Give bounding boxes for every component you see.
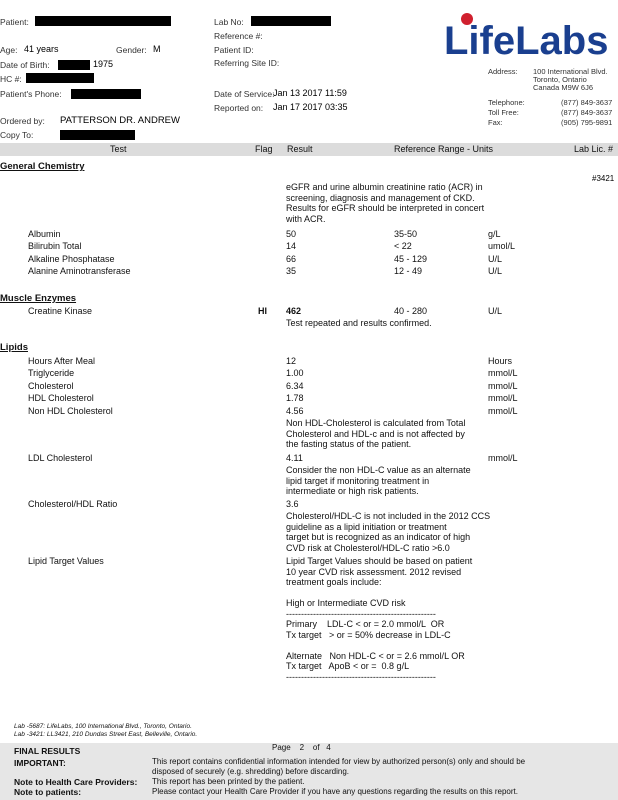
test-result: 12 [286, 356, 297, 366]
test-unit: U/L [488, 254, 503, 264]
reported-value: Jan 17 2017 03:35 [273, 102, 348, 112]
phone-label: Patient's Phone: [0, 89, 62, 99]
dob-value: 1975 [93, 59, 114, 69]
test-unit: g/L [488, 229, 501, 239]
test-unit: mmol/L [488, 368, 518, 378]
patient-label: Patient: [0, 17, 29, 27]
important-label: IMPORTANT: [14, 758, 66, 768]
nonhdl-comment: Non HDL-Cholesterol is calculated from Total Cholesterol and HDL-c and is not affected by the fasting status of the patient. [286, 418, 466, 449]
service-label: Date of Service: [214, 89, 275, 99]
flag-high: HI [258, 306, 267, 316]
section-general-chemistry: General Chemistry [0, 161, 85, 172]
ordered-label: Ordered by: [0, 116, 45, 126]
col-lab-lic: Lab Lic. # [574, 144, 614, 154]
section-muscle-enzymes: Muscle Enzymes [0, 293, 77, 304]
test-result: 6.34 [286, 381, 304, 391]
logo-text: LifeLabs [444, 19, 609, 60]
ratio-comment: Cholesterol/HDL-C is not included in the 2012 CCS guideline as a lipid initiation or treatment target but is recognized as an indicator of high CVD risk at Cholesterol/HDL-C ratio >6.0 [286, 511, 491, 553]
redacted-phone [71, 89, 141, 99]
important-text: This report contains confidential information intended for view by authorized person(s) only and should be disposed of securely (e.g. shredding) before discarding. [152, 757, 526, 776]
test-name: Non HDL Cholesterol [28, 406, 113, 416]
providers-text: This report has been printed by the patient. [152, 777, 305, 786]
test-name: Alkaline Phosphatase [28, 254, 115, 264]
test-unit: U/L [488, 266, 503, 276]
patient-id-label: Patient ID: [214, 45, 254, 55]
col-result: Result [287, 144, 313, 154]
redacted-hc [26, 73, 94, 83]
ldl-comment: Consider the non HDL-C value as an alternate lipid target if monitoring treatment in intermediate or high risk patients. [286, 465, 471, 496]
test-unit: Hours [488, 356, 513, 366]
test-result: 50 [286, 229, 297, 239]
reference-label: Reference #: [214, 31, 263, 41]
test-name: Triglyceride [28, 368, 75, 378]
patients-text: Please contact your Health Care Provider if you have any questions regarding the results on this report. [152, 787, 518, 796]
test-unit: U/L [488, 306, 503, 316]
test-result: 14 [286, 241, 297, 251]
referring-site-label: Referring Site ID: [214, 58, 280, 68]
test-unit: mmol/L [488, 393, 518, 403]
test-result: 1.00 [286, 368, 304, 378]
redacted-dob [58, 60, 90, 70]
gender-label: Gender: [116, 45, 147, 55]
footer-lab-1: Lab -5687: LifeLabs, 100 International Blvd., Toronto, Ontario. [14, 723, 192, 730]
results-table-header [0, 143, 618, 156]
test-name: Creatine Kinase [28, 306, 93, 316]
test-unit: mmol/L [488, 381, 518, 391]
test-result: 4.11 [286, 453, 303, 463]
providers-label: Note to Health Care Providers: [14, 777, 138, 787]
test-range: 12 - 49 [394, 266, 423, 276]
test-result: 35 [286, 266, 297, 276]
final-results-label: FINAL RESULTS [14, 746, 81, 756]
section-lipids: Lipids [0, 342, 28, 353]
lifelabs-logo [444, 12, 618, 62]
test-name: Cholesterol/HDL Ratio [28, 499, 118, 509]
lab-no-label: Lab No: [214, 17, 244, 27]
test-name: Cholesterol [28, 381, 74, 391]
test-name: Alanine Aminotransferase [28, 266, 131, 276]
address-line-3: Canada M9W 6J6 [533, 83, 594, 92]
test-range: 45 - 129 [394, 254, 428, 264]
test-range: 35-50 [394, 229, 418, 239]
tollfree-value: (877) 849-3637 [561, 108, 613, 117]
test-name: Hours After Meal [28, 356, 96, 366]
col-flag: Flag [255, 144, 273, 154]
test-name: Albumin [28, 229, 61, 239]
test-unit: mmol/L [488, 406, 518, 416]
telephone-label: Telephone: [488, 98, 525, 107]
gender-value: M [153, 44, 161, 54]
test-result: 66 [286, 254, 297, 264]
test-unit: mmol/L [488, 453, 518, 463]
test-range: < 22 [394, 241, 412, 251]
test-result: 3.6 [286, 499, 299, 509]
general-comment: eGFR and urine albumin creatinine ratio (ACR) in screening, diagnosis and management of CKD. Results for eGFR should be interpreted in concert with ACR. [286, 182, 485, 224]
test-range: 40 - 280 [394, 306, 428, 316]
redacted-patient-name [35, 16, 171, 26]
test-result: 462 [286, 306, 302, 316]
ordered-value: PATTERSON DR. ANDREW [60, 115, 180, 126]
fax-value: (905) 795-9891 [561, 118, 613, 127]
address-line-1: 100 International Blvd. [533, 67, 608, 76]
address-label: Address: [488, 67, 518, 76]
col-test: Test [110, 144, 127, 154]
lab-license-number: #3421 [592, 174, 615, 183]
telephone-value: (877) 849-3637 [561, 98, 613, 107]
test-name: Bilirubin Total [28, 241, 82, 251]
footer-lab-2: Lab -3421: LL3421, 210 Dundas Street East, Belleville, Ontario. [14, 731, 198, 738]
redacted-lab-no [251, 16, 331, 26]
target-comment: Lipid Target Values should be based on patient 10 year CVD risk assessment. 2012 revised treatment goals include: High or Intermediate CVD risk -------------------------------------------------- Primary LDL-C < or = 2.0 mmol/L OR Tx target > or = 50% decrease in LDL-C Alternate Non HDL-C < or = 2.6 mmol/L OR Tx target ApoB < or = 0.8 g/L -------------------------------------------------- [286, 556, 473, 682]
address-line-2: Toronto, Ontario [533, 75, 587, 84]
test-unit: umol/L [488, 241, 516, 251]
test-result: 1.78 [286, 393, 304, 403]
reported-label: Reported on: [214, 103, 264, 113]
test-name: LDL Cholesterol [28, 453, 93, 463]
age-value: 41 years [24, 44, 59, 54]
dob-label: Date of Birth: [0, 60, 50, 70]
patients-label: Note to patients: [14, 787, 82, 797]
test-name: HDL Cholesterol [28, 393, 94, 403]
test-comment: Test repeated and results confirmed. [286, 318, 432, 328]
test-result: 4.56 [286, 406, 304, 416]
age-label: Age: [0, 45, 18, 55]
page-indicator: Page 2 of 4 [272, 743, 331, 752]
redacted-copy-to [60, 130, 135, 140]
copy-label: Copy To: [0, 130, 34, 140]
fax-label: Fax: [488, 118, 503, 127]
col-range: Reference Range - Units [394, 144, 494, 154]
test-name: Lipid Target Values [28, 556, 104, 566]
tollfree-label: Toll Free: [488, 108, 519, 117]
hc-label: HC #: [0, 74, 22, 84]
service-value: Jan 13 2017 11:59 [273, 88, 347, 98]
